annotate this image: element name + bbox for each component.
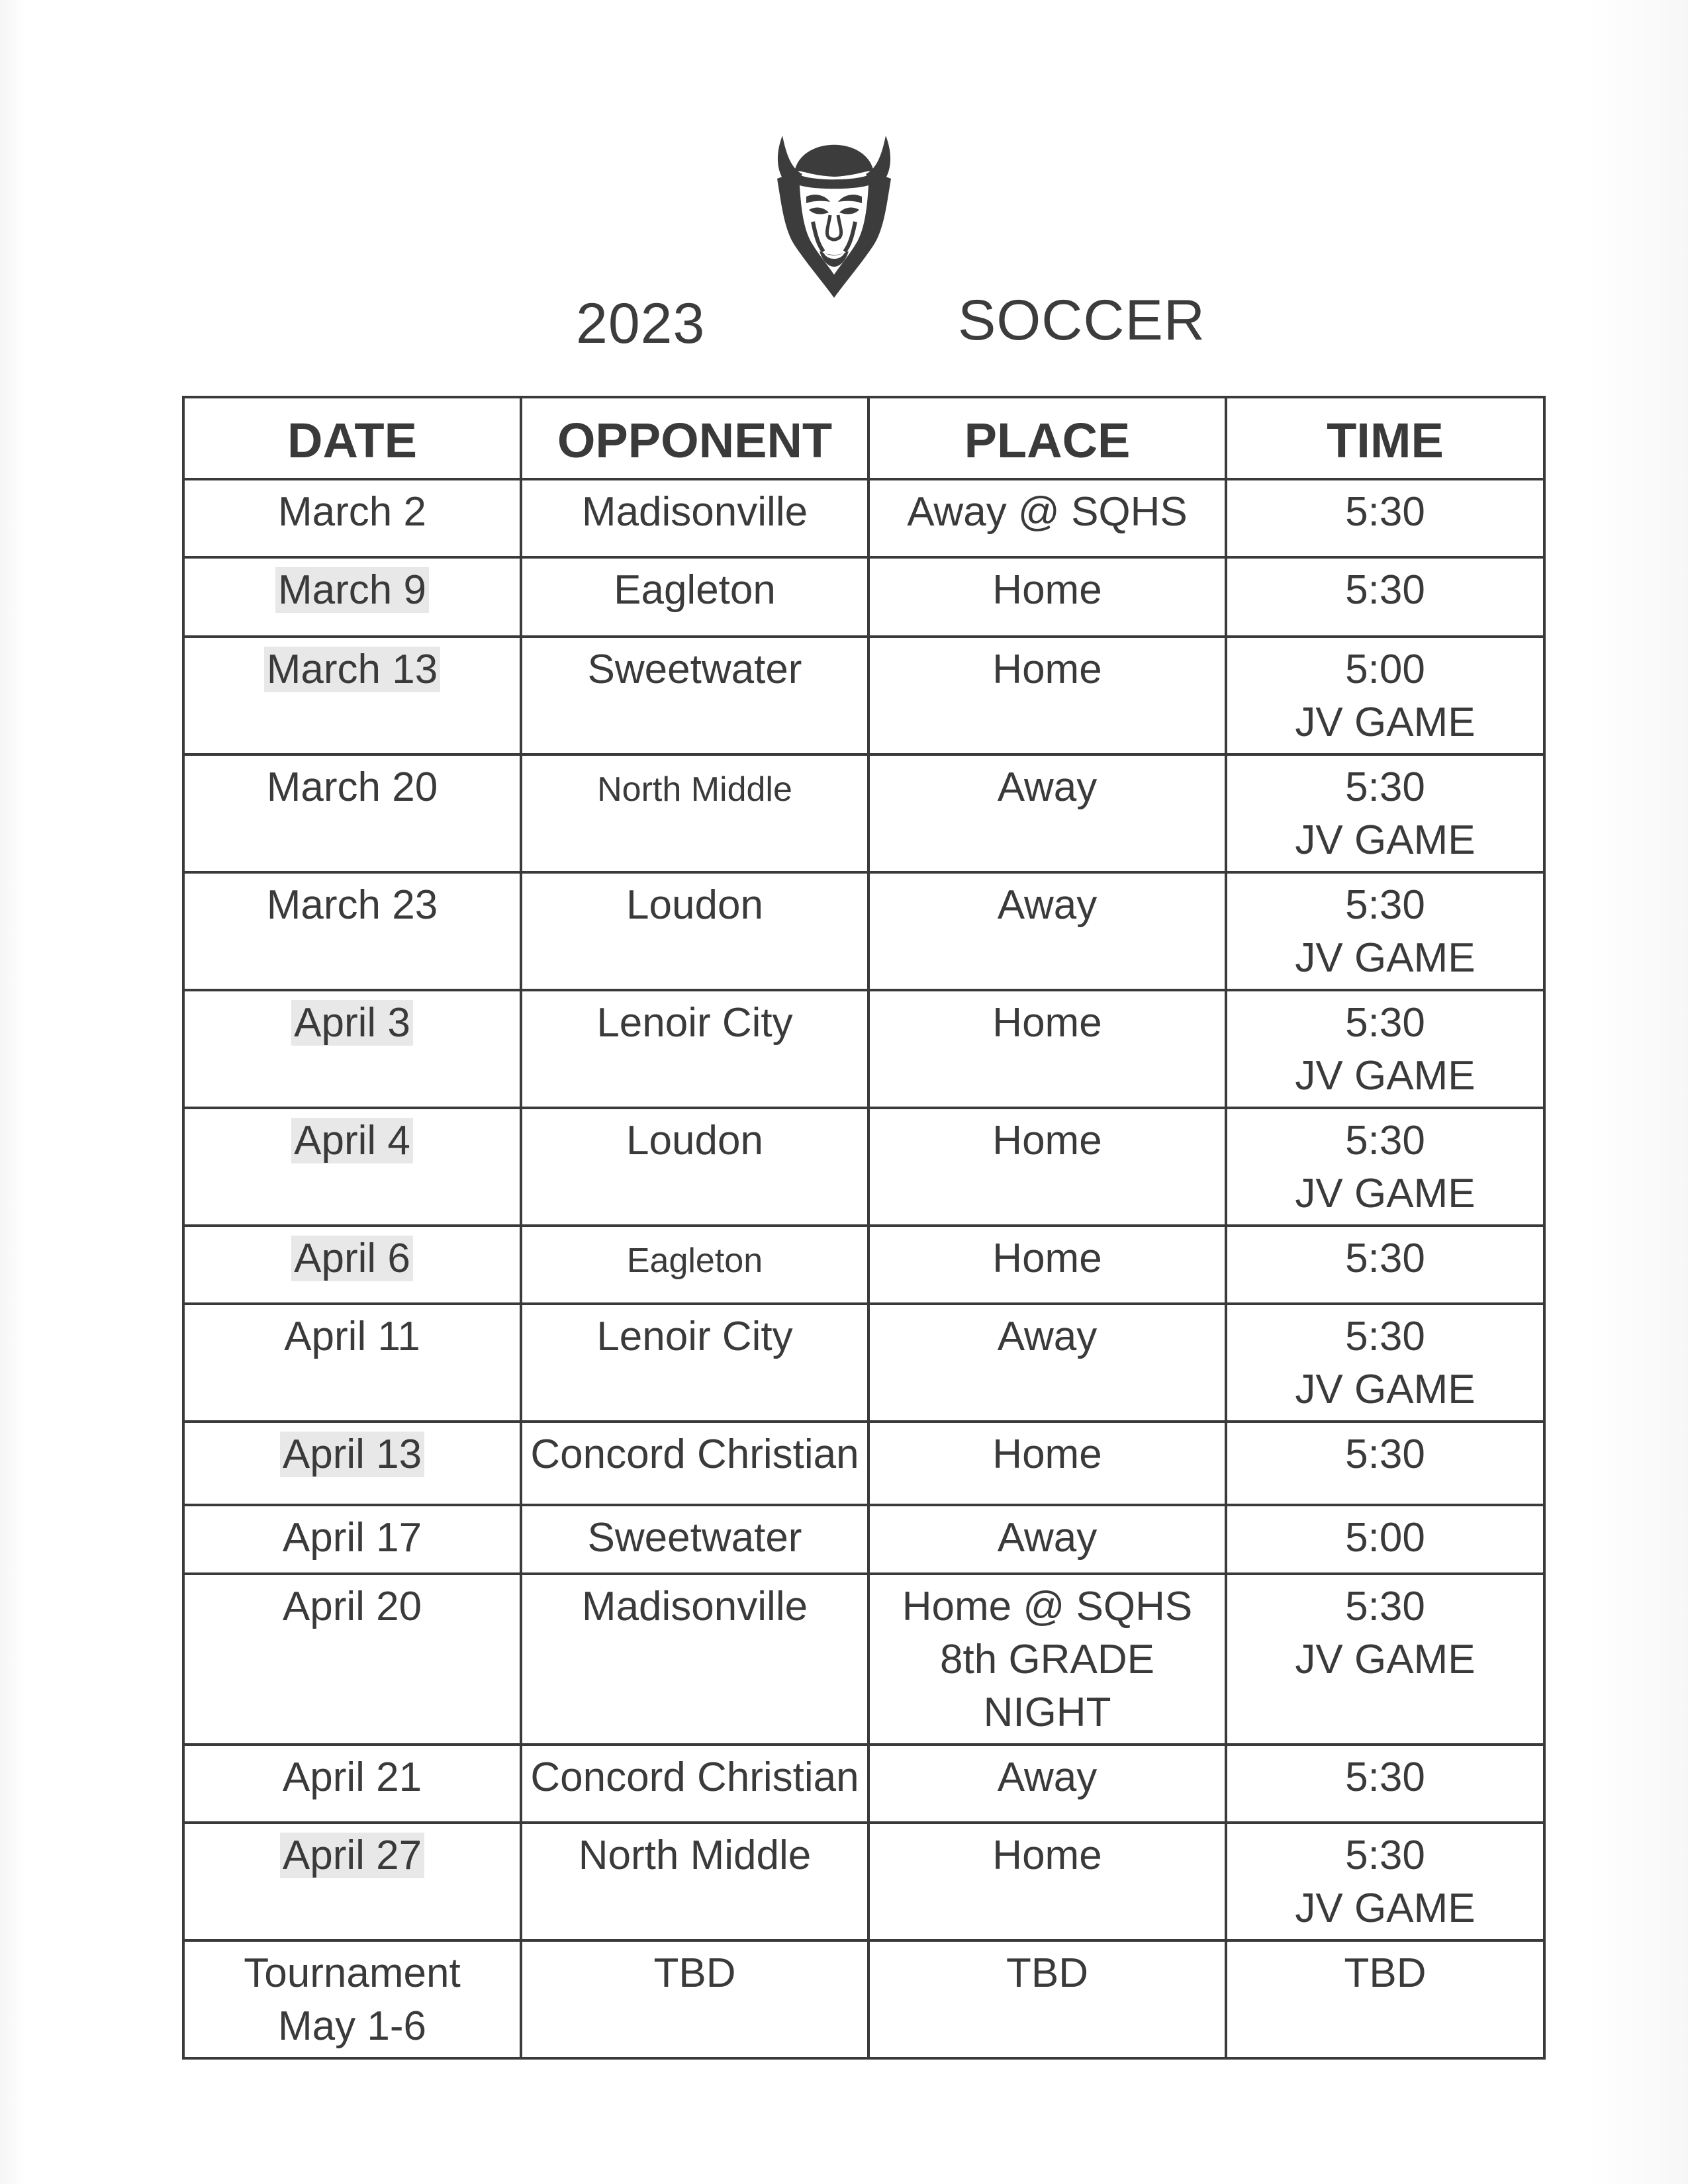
date-text: April 4 (291, 1118, 413, 1163)
time-cell (1226, 557, 1544, 637)
time-text: 5:30 (1345, 1584, 1425, 1629)
place-text: Away (997, 764, 1098, 810)
time-cell (1226, 479, 1544, 557)
place-text: Home (992, 1118, 1102, 1163)
time-cell (1226, 1422, 1544, 1505)
time-text: 5:30 (1345, 764, 1425, 810)
opponent-text: Eagleton (614, 567, 776, 613)
table-header-row (183, 397, 1544, 479)
opponent-text: Loudon (626, 1118, 763, 1163)
time-text: 5:30 (1345, 489, 1425, 535)
table-row (183, 1940, 1544, 2058)
opponent-cell (521, 872, 868, 990)
place-cell (868, 1304, 1226, 1422)
time-cell (1226, 1304, 1544, 1422)
devil-mascot-icon (768, 116, 900, 301)
table-row (183, 1304, 1544, 1422)
opponent-cell (521, 1745, 868, 1823)
place-cell (868, 1823, 1226, 1940)
opponent-cell (521, 1226, 868, 1304)
opponent-text: Lenoir City (596, 1314, 793, 1359)
date-text: March 2 (278, 489, 426, 535)
table-row (183, 1574, 1544, 1745)
time-text: 5:30 (1345, 1118, 1425, 1163)
time-text: TBD (1344, 1950, 1427, 1996)
jv-game-note: JV GAME (1295, 700, 1476, 745)
table-row (183, 990, 1544, 1108)
opponent-text: TBD (653, 1950, 736, 1996)
table-row (183, 754, 1544, 872)
place-text: Away (997, 1515, 1098, 1561)
place-text: Home (992, 1000, 1102, 1046)
place-text: Away (997, 1754, 1098, 1800)
time-cell (1226, 1823, 1544, 1940)
time-cell (1226, 637, 1544, 754)
opponent-text: Loudon (626, 882, 763, 928)
jv-game-note: JV GAME (1295, 1886, 1476, 1931)
time-text: 5:30 (1345, 1236, 1425, 1281)
date-cell (183, 479, 521, 557)
column-header-date: DATE (183, 397, 521, 479)
date-text: Tournament (244, 1950, 461, 1996)
table-row (183, 557, 1544, 637)
date-text: April 17 (282, 1515, 422, 1561)
place-cell (868, 1108, 1226, 1226)
opponent-text: North Middle (578, 1833, 812, 1878)
date-cell (183, 1422, 521, 1505)
table-row (183, 872, 1544, 990)
place-text: Home (992, 1432, 1102, 1477)
opponent-text: Madisonville (581, 1584, 808, 1629)
date-cell (183, 1304, 521, 1422)
place-cell (868, 990, 1226, 1108)
place-cell (868, 557, 1226, 637)
date-cell (183, 872, 521, 990)
time-cell (1226, 754, 1544, 872)
time-text: 5:30 (1345, 1833, 1425, 1878)
time-text: 5:00 (1345, 647, 1425, 692)
time-cell (1226, 872, 1544, 990)
time-cell (1226, 990, 1544, 1108)
place-text: TBD (1006, 1950, 1088, 1996)
time-cell (1226, 1574, 1544, 1745)
place-text: Home @ SQHS (902, 1584, 1193, 1629)
opponent-cell (521, 557, 868, 637)
date-text: March 13 (264, 647, 440, 692)
opponent-text: Sweetwater (587, 1515, 802, 1561)
date-cell (183, 1574, 521, 1745)
opponent-cell (521, 990, 868, 1108)
date-text: April 20 (282, 1584, 422, 1629)
place-text: Away @ SQHS (907, 489, 1188, 535)
opponent-cell (521, 1108, 868, 1226)
date-cell (183, 1226, 521, 1304)
jv-game-note: JV GAME (1295, 1053, 1476, 1099)
opponent-cell (521, 1574, 868, 1745)
opponent-cell (521, 1304, 868, 1422)
place-text: Away (997, 882, 1098, 928)
date-text: April 27 (280, 1833, 424, 1878)
season-year: 2023 (576, 292, 706, 355)
place-text: Away (997, 1314, 1098, 1359)
column-header-time: TIME (1226, 397, 1544, 479)
place-cell (868, 1745, 1226, 1823)
time-cell (1226, 1940, 1544, 2058)
date-cell (183, 754, 521, 872)
table-row (183, 1422, 1544, 1505)
place-cell (868, 1940, 1226, 2058)
jv-game-note: JV GAME (1295, 1367, 1476, 1412)
time-cell (1226, 1505, 1544, 1574)
time-cell (1226, 1226, 1544, 1304)
date-cell (183, 1823, 521, 1940)
place-cell (868, 872, 1226, 990)
schedule-table (182, 396, 1546, 2060)
date-text: March 9 (275, 567, 429, 613)
eighth-grade-night-note: 8th GRADE NIGHT (940, 1637, 1154, 1735)
place-cell (868, 1505, 1226, 1574)
place-cell (868, 637, 1226, 754)
date-cell (183, 1108, 521, 1226)
place-text: Home (992, 567, 1102, 613)
jv-game-note: JV GAME (1295, 817, 1476, 863)
table-row (183, 1226, 1544, 1304)
date-text: April 3 (291, 1000, 413, 1046)
time-cell (1226, 1745, 1544, 1823)
column-header-opponent: OPPONENT (521, 397, 868, 479)
date-cell (183, 990, 521, 1108)
place-cell (868, 754, 1226, 872)
opponent-cell (521, 479, 868, 557)
date-text: March 20 (266, 764, 438, 810)
jv-game-note: JV GAME (1295, 935, 1476, 981)
opponent-text: Madisonville (581, 489, 808, 535)
opponent-cell (521, 1422, 868, 1505)
place-cell (868, 1226, 1226, 1304)
time-text: 5:30 (1345, 1314, 1425, 1359)
date-cell (183, 1745, 521, 1823)
time-text: 5:30 (1345, 882, 1425, 928)
date-text: April 13 (280, 1432, 424, 1477)
date-text: April 11 (284, 1314, 420, 1359)
place-text: Home (992, 647, 1102, 692)
time-text: 5:00 (1345, 1515, 1425, 1561)
time-text: 5:30 (1345, 1754, 1425, 1800)
place-cell (868, 1422, 1226, 1505)
opponent-text: North Middle (597, 770, 792, 809)
table-row (183, 1108, 1544, 1226)
date-cell (183, 1505, 521, 1574)
time-cell (1226, 1108, 1544, 1226)
table-row (183, 637, 1544, 754)
table-row (183, 1745, 1544, 1823)
place-cell (868, 479, 1226, 557)
opponent-cell (521, 1823, 868, 1940)
date-cell (183, 637, 521, 754)
opponent-cell (521, 1505, 868, 1574)
date-cell (183, 1940, 521, 2058)
opponent-text: Concord Christian (530, 1754, 859, 1800)
table-row (183, 1823, 1544, 1940)
jv-game-note: JV GAME (1295, 1637, 1476, 1682)
table-row (183, 479, 1544, 557)
opponent-cell (521, 754, 868, 872)
opponent-cell (521, 637, 868, 754)
place-text: Home (992, 1833, 1102, 1878)
date-text: April 6 (291, 1236, 413, 1281)
opponent-text: Lenoir City (596, 1000, 793, 1046)
date-text: April 21 (282, 1754, 422, 1800)
place-text: Home (992, 1236, 1102, 1281)
column-header-place: PLACE (868, 397, 1226, 479)
opponent-text: Sweetwater (587, 647, 802, 692)
jv-game-note: JV GAME (1295, 1171, 1476, 1216)
opponent-text: Eagleton (626, 1242, 763, 1280)
date-range-text: May 1-6 (278, 2003, 426, 2049)
opponent-cell (521, 1940, 868, 2058)
time-text: 5:30 (1345, 567, 1425, 613)
opponent-text: Concord Christian (530, 1432, 859, 1477)
table-row (183, 1505, 1544, 1574)
sport-title: SOCCER (958, 289, 1205, 352)
time-text: 5:30 (1345, 1432, 1425, 1477)
time-text: 5:30 (1345, 1000, 1425, 1046)
date-text: March 23 (266, 882, 438, 928)
place-cell (868, 1574, 1226, 1745)
date-cell (183, 557, 521, 637)
